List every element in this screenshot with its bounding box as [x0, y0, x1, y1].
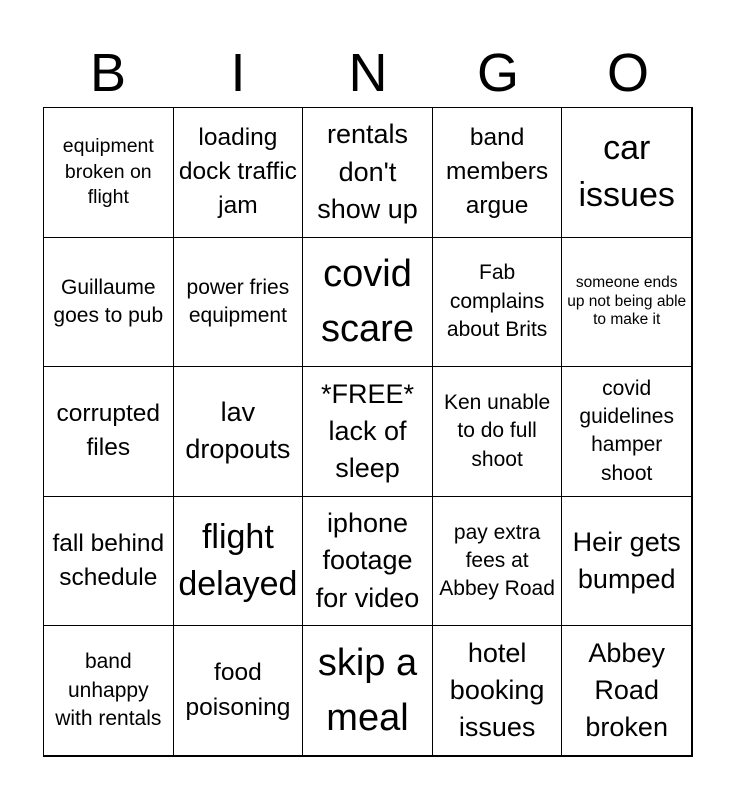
bingo-cell-text: fall behind schedule — [52, 529, 165, 592]
bingo-cell-text: Ken unable to do full shoot — [443, 390, 551, 471]
header-letter-i: I — [230, 43, 246, 103]
bingo-cell[interactable] — [173, 625, 304, 756]
bingo-cell-text: skip a meal — [317, 641, 418, 739]
bingo-cell[interactable] — [432, 625, 563, 756]
bingo-cell[interactable] — [43, 107, 174, 238]
bingo-cell[interactable] — [43, 496, 174, 627]
header-letter-o: O — [606, 43, 649, 103]
bingo-cell-text: hotel booking issues — [449, 637, 545, 743]
header-letter-n: N — [348, 43, 388, 103]
bingo-cell-text: car issues — [578, 128, 675, 215]
bingo-cell[interactable] — [561, 237, 692, 368]
bingo-cell[interactable] — [432, 496, 563, 627]
bingo-cell-text: covid scare — [321, 252, 414, 350]
bingo-cell[interactable] — [302, 237, 433, 368]
bingo-cell[interactable] — [302, 107, 433, 238]
bingo-cell[interactable] — [432, 366, 563, 497]
bingo-cell-text: corrupted files — [56, 400, 161, 462]
bingo-cell[interactable] — [173, 366, 304, 497]
bingo-cell[interactable] — [43, 366, 174, 497]
bingo-cell[interactable] — [561, 496, 692, 627]
bingo-cell[interactable] — [561, 366, 692, 497]
bingo-cell[interactable] — [432, 107, 563, 238]
bingo-cell-text: power fries equipment — [186, 275, 290, 327]
bingo-cell-text: rentals don't show up — [317, 119, 418, 224]
bingo-cell[interactable] — [173, 237, 304, 368]
bingo-cell-text: Abbey Road broken — [585, 637, 668, 743]
bingo-cell[interactable] — [43, 237, 174, 368]
bingo-cell-text: equipment broken on flight — [62, 135, 154, 208]
bingo-board — [43, 107, 693, 757]
bingo-cell-text: someone ends up not being able to make it — [567, 274, 687, 329]
bingo-cell[interactable] — [173, 107, 304, 238]
bingo-cell[interactable] — [173, 496, 304, 627]
bingo-header — [43, 42, 693, 104]
bingo-cell-text: lav dropouts — [185, 397, 291, 465]
bingo-cell[interactable] — [561, 625, 692, 756]
bingo-cell[interactable] — [43, 625, 174, 756]
bingo-cell-text: iphone footage for video — [315, 508, 420, 613]
bingo-cell-text: band unhappy with rentals — [55, 650, 162, 730]
bingo-cell-text: *FREE* lack of sleep — [320, 378, 414, 484]
free-space-cell[interactable] — [302, 366, 433, 497]
bingo-cell-text: band members argue — [446, 123, 549, 220]
header-letter-g: G — [476, 43, 519, 103]
bingo-cell-text: Fab complains about Brits — [446, 261, 548, 342]
bingo-cell[interactable] — [302, 496, 433, 627]
header-letter-b: B — [89, 43, 127, 103]
bingo-cell[interactable] — [432, 237, 563, 368]
bingo-cell-text: Guillaume goes to pub — [53, 275, 164, 327]
bingo-cell-text: pay extra fees at Abbey Road — [439, 520, 555, 601]
bingo-cell-text: food poisoning — [185, 659, 291, 721]
bingo-cell[interactable] — [302, 625, 433, 756]
bingo-cell-text: loading dock traffic jam — [178, 123, 297, 220]
bingo-cell[interactable] — [561, 107, 692, 238]
bingo-cell-text: covid guidelines hamper shoot — [579, 376, 674, 485]
bingo-cell-text: flight delayed — [178, 517, 298, 604]
bingo-cell-text: Heir gets bumped — [572, 526, 681, 595]
